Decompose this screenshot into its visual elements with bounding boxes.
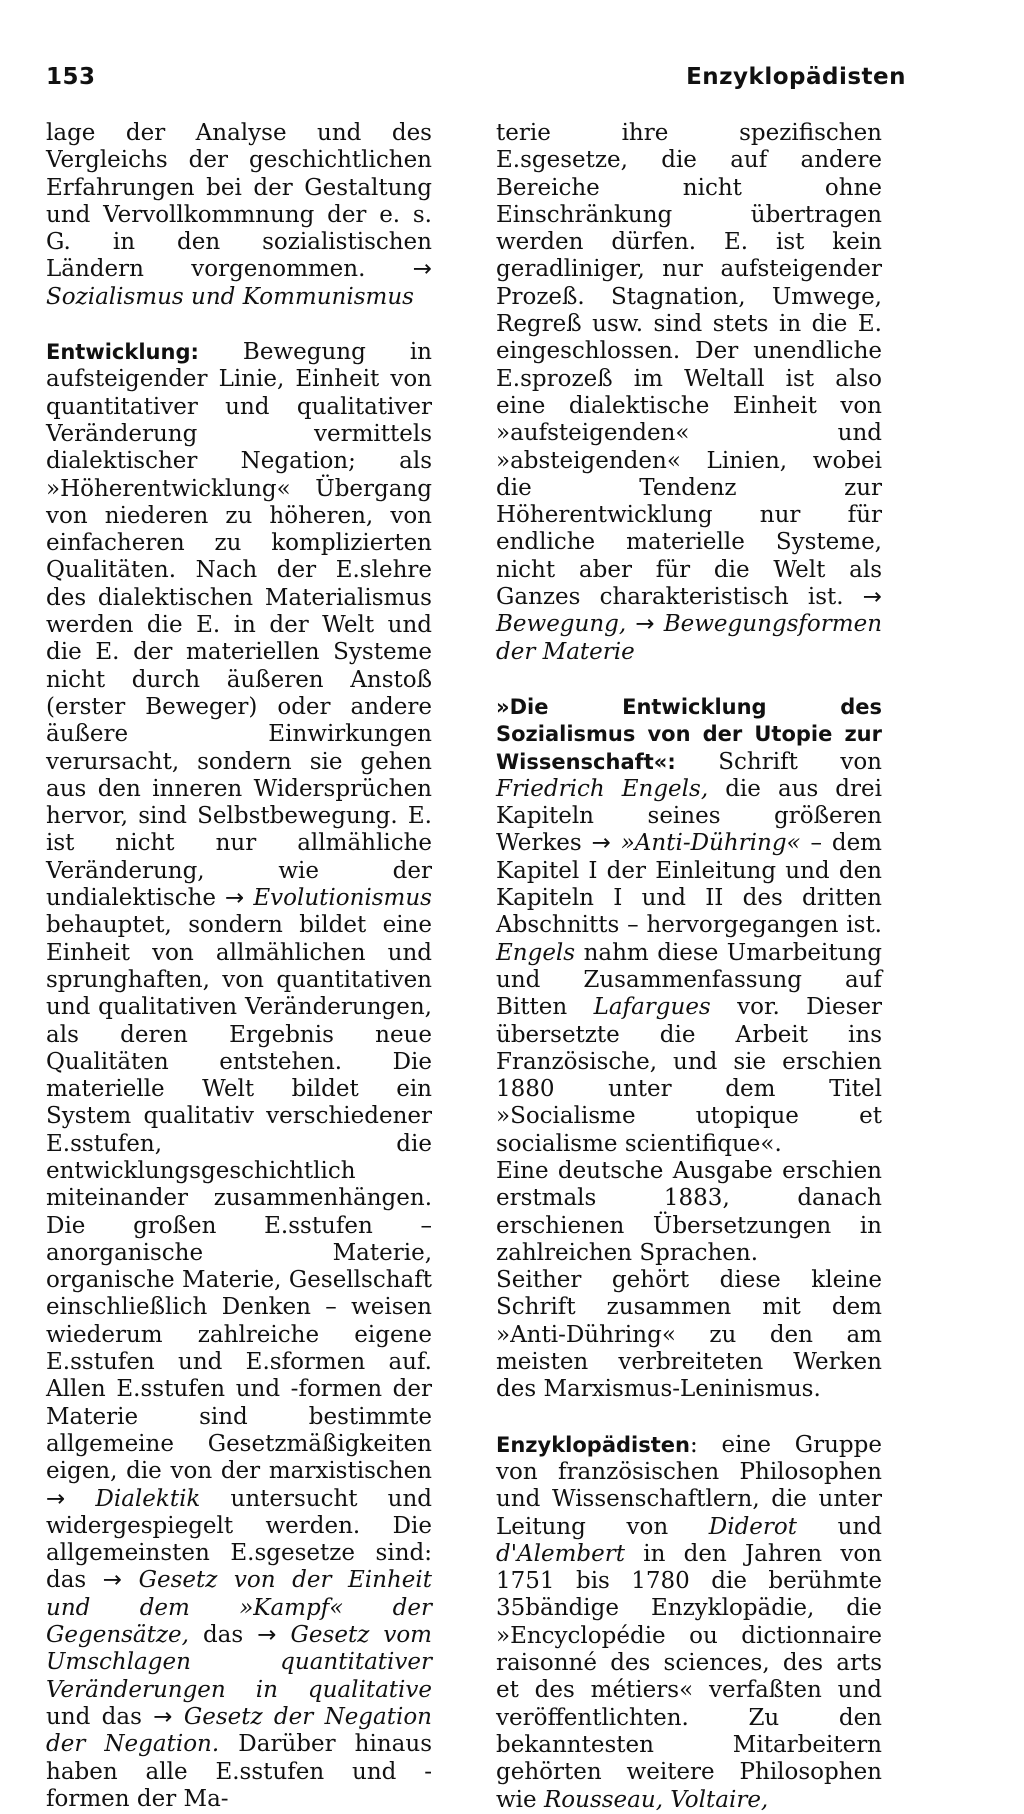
person-name: Friedrich Engels,: [496, 775, 709, 802]
person-name: Lafargues: [593, 994, 711, 1021]
entry-text: Schrift von: [675, 748, 882, 775]
entry-text: Darüber hinaus haben alle E.sstufen und -formen der Ma-: [46, 1731, 432, 1812]
cross-reference-arrow-icon: →: [862, 584, 882, 611]
cross-reference-arrow-icon: →: [635, 611, 655, 638]
entry-text: : eine Gruppe von französischen Philosophen und Wissenschaftlern, die unter Leitung von: [496, 1431, 882, 1540]
cross-reference-arrow-icon: →: [102, 1567, 123, 1594]
entry-continuation: [496, 120, 882, 666]
entry-text: untersucht und widergespiegelt werden. Die allgemeinsten E.sgesetze sind: das: [46, 1485, 433, 1594]
entry-text: Bewegung in aufsteigender Linie, Einheit von quantitativer und qualitativer Veränderung vermittels dialektischer Negation; als »Höherentwicklung« Übergang von niederen zu höheren, von einfacheren zu komplizierten Qualitäten. Nach der E.slehre des dialektischen Materialismus werden die E. in der Welt und die E. der materiellen Systeme nicht durch äußeren Anstoß (erster Beweger) oder andere äußere Einwirkungen verursacht, sondern sie gehen aus den inneren Widersprüchen hervor, sind Selbstbewegung. E. ist nicht nur allmähliche Veränderung, wie der undialektische: [46, 339, 432, 912]
entry-headword: »Die Entwicklung des Sozialismus von der Utopie zur Wissenschaft«:: [496, 694, 882, 774]
entry-text: nahm diese Umarbeitung und Zusammenfassung auf Bitten: [496, 939, 882, 1021]
cross-reference: Gesetz von der Einheit und dem »Kampf« der Gegensätze,: [46, 1567, 432, 1649]
cross-reference: Gesetz vom Umschlagen quantitativer Veränderungen in qualitative: [46, 1622, 432, 1703]
entry-text: behauptet, sondern bildet eine Einheit von allmählichen und sprunghaften, von quantitativen und qualitativen Veränderungen, als deren Ergebnis neue Qualitäten entstehen. Die materielle Welt bildet ein System qualitativ verschiedener E.sstufen, die entwicklungsgeschichtlich miteinander zusammenhängen. Die großen E.sstufen – anorganische Materie, organische Materie, Gesellschaft einschließlich Denken – weisen wiederum zahlreiche eigene E.sstufen und E.sformen auf. Allen E.sstufen und -formen der Materie sind bestimmte allgemeine Gesetzmäßigkeiten eigen, die von der marxistischen: [46, 912, 432, 1485]
entry-text: vor. Dieser übersetzte die Arbeit ins Französische, und sie erschien 1880 unter dem Titel »Socialisme utopique et socialisme scientifique«.: [496, 994, 882, 1157]
entry-text: und das: [46, 1703, 154, 1730]
cross-reference-arrow-icon: →: [153, 1703, 173, 1730]
cross-reference-arrow-icon: →: [225, 885, 245, 912]
cross-reference-arrow-icon: →: [412, 256, 432, 283]
cross-reference-arrow-icon: →: [46, 1485, 66, 1512]
cross-reference: »Anti-Dühring«: [620, 830, 801, 857]
cross-reference-arrow-icon: →: [257, 1622, 277, 1649]
entry-entwicklung: [46, 339, 432, 1813]
entry-continuation: [46, 120, 432, 311]
entry-headword: Entwicklung:: [46, 340, 199, 365]
entry-text: und: [797, 1513, 882, 1540]
cross-reference: Bewegungsformen der Materie: [496, 611, 883, 665]
entry-headword: Enzyklopädisten: [496, 1432, 690, 1457]
cross-reference: Evolutionismus: [253, 885, 432, 912]
entry-entwicklung-des-sozialismus: [496, 694, 882, 1158]
cross-reference: Dialektik: [95, 1485, 201, 1512]
cross-reference: Bewegung,: [496, 611, 627, 638]
entry-paragraph: Seither gehört diese kleine Schrift zusammen mit dem »Anti-Dühring« zu den am meisten verbreiteten Werken des Marxismus-Leninismus.: [496, 1267, 882, 1403]
entry-text: – dem Kapitel I der Einleitung und den Kapiteln I und II des dritten Abschnitts – hervorgegangen ist.: [496, 830, 882, 939]
right-column: [496, 120, 882, 1814]
entry-enzyklopaedisten: [496, 1432, 882, 1814]
continuation-text: terie ihre spezifischen E.sgesetze, die auf andere Bereiche nicht ohne Einschränkung übertragen werden dürfen. E. ist kein geradliniger, nur aufsteigender Prozeß. Stagnation, Umwege, Regreß usw. sind stets in die E. eingeschlossen. Der unendliche E.sprozeß im Weltall ist also eine dialektische Einheit von »aufsteigenden« und »absteigenden« Linien, wobei die Tendenz zur Höherentwicklung nur für endliche materielle Systeme, nicht aber für die Welt als Ganzes charakteristisch ist.: [496, 120, 882, 611]
person-name: Diderot: [708, 1513, 797, 1540]
cross-reference-arrow-icon: →: [591, 830, 611, 857]
person-name: Rousseau, Voltaire,: [543, 1786, 769, 1813]
running-head: Enzyklopädisten: [686, 64, 906, 90]
entry-text: die aus drei Kapiteln seines größeren Werkes: [496, 775, 882, 857]
entry-paragraph: Eine deutsche Ausgabe erschien erstmals 1883, danach erschienen Übersetzungen in zahlreichen Sprachen.: [496, 1157, 882, 1266]
cross-reference: Gesetz der Negation der Negation.: [46, 1703, 432, 1758]
continuation-text: lage der Analyse und des Vergleichs der geschichtlichen Erfahrungen bei der Gestaltung und Vervollkommnung der e. s. G. in den sozialistischen Ländern vorgenommen.: [46, 120, 432, 283]
left-column: [46, 120, 432, 1813]
page-number: 153: [46, 64, 96, 90]
person-name: d'Alembert: [496, 1540, 626, 1567]
entry-text: das: [188, 1622, 258, 1649]
person-name: Engels: [496, 939, 576, 966]
entry-text: in den Jahren von 1751 bis 1780 die berühmte 35bändige Enzyklopädie, die »Encyclopédie ou dictionnaire raisonné des sciences, des arts et des métiers« verfaßten und veröffentlichten. Zu den bekanntesten Mitarbeitern gehörten weitere Philosophen wie: [496, 1540, 882, 1813]
cross-reference: Sozialismus und Kommunismus: [46, 283, 414, 310]
